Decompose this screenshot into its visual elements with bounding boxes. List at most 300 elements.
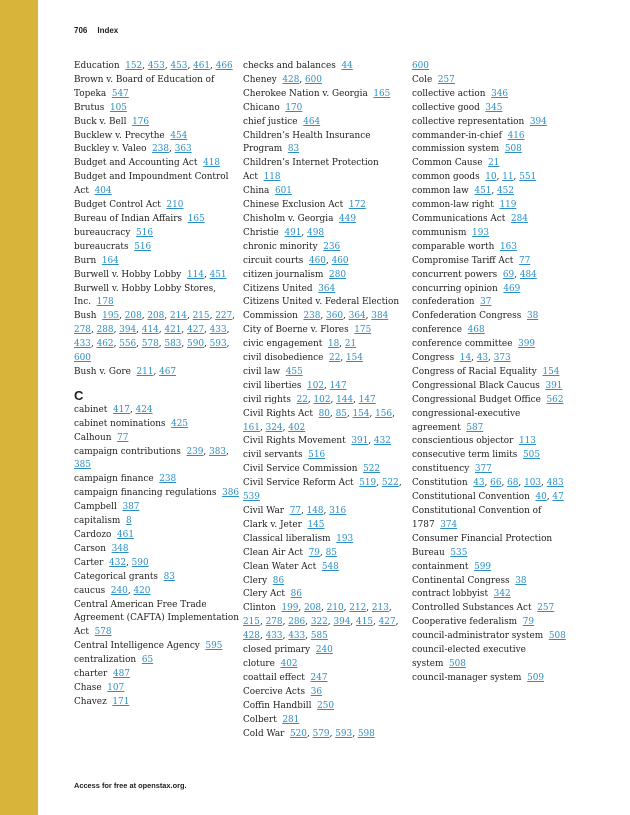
page-link[interactable]: 508 (504, 144, 522, 155)
page-link[interactable]: 65 (141, 655, 154, 666)
index-entry (412, 561, 580, 575)
page-link[interactable]: 360 (326, 311, 344, 322)
page-link[interactable]: 468 (467, 325, 485, 336)
index-term: Clean Air Act (243, 547, 303, 558)
page-link[interactable]: 102 (313, 394, 331, 405)
page-link[interactable]: 10 (485, 172, 497, 183)
index-entry (74, 171, 242, 199)
page-link[interactable]: 77 (117, 432, 129, 443)
index-entry: common goods 10, 11, 551 (412, 172, 537, 183)
page-link[interactable]: 583 (164, 339, 182, 350)
page-link[interactable]: 461 (117, 530, 134, 540)
index-term: Cheney (243, 74, 277, 85)
page-link[interactable]: 144 (336, 394, 354, 405)
page-link[interactable]: 119 (499, 200, 517, 211)
page-link[interactable]: 154 (542, 366, 560, 377)
index-entry (412, 143, 580, 157)
index-term: council-elected executive system (412, 645, 526, 669)
page-link[interactable]: 165 (373, 88, 391, 99)
page-link[interactable]: 240 (315, 645, 333, 656)
page-link[interactable]: 36 (310, 686, 322, 697)
index-term: China (243, 186, 270, 197)
page-link[interactable]: 455 (285, 366, 303, 377)
index-term: chief justice (243, 116, 298, 127)
page-link[interactable]: 562 (546, 394, 564, 405)
index-entry (412, 310, 580, 324)
page-link[interactable]: 374 (440, 519, 458, 530)
index-entry: Civil Service Reform Act 519, 522, 539 (243, 478, 402, 503)
index-entry (74, 640, 242, 654)
index-term: congressional-executive agreement (412, 408, 521, 433)
page-link[interactable]: 417 (112, 404, 130, 415)
index-entry (412, 60, 580, 74)
page-link[interactable]: 208 (147, 311, 165, 322)
page-link[interactable]: 548 (321, 561, 339, 572)
page-link[interactable]: 491 (284, 227, 302, 238)
page-link[interactable]: 257 (437, 74, 455, 85)
index-entry (243, 672, 411, 686)
index-column-1 (74, 60, 242, 710)
index-term: coattail effect (243, 672, 305, 683)
page-link[interactable]: 236 (323, 241, 341, 252)
page-link[interactable]: 175 (354, 325, 372, 336)
page-link[interactable]: 278 (74, 325, 91, 336)
page-link[interactable]: 433 (265, 631, 283, 642)
index-entry (412, 575, 580, 589)
page-link[interactable]: 460 (309, 255, 326, 266)
page-link[interactable]: 516 (308, 450, 326, 461)
page-link[interactable]: 424 (135, 404, 153, 415)
index-entry (74, 529, 242, 543)
page-link[interactable]: 519 (359, 478, 377, 489)
index-entry (243, 88, 411, 102)
page-link[interactable]: 43 (476, 353, 489, 364)
chapter-color-bar (0, 0, 38, 815)
page-link[interactable]: 154 (352, 408, 370, 419)
page-link[interactable]: 193 (472, 227, 489, 238)
index-entry (243, 686, 411, 700)
page-link[interactable]: 118 (263, 172, 281, 183)
page-link[interactable]: 257 (537, 603, 555, 614)
index-term: council-manager system (412, 672, 522, 683)
page-link[interactable]: 44 (341, 61, 353, 71)
page-link[interactable]: 239 (186, 446, 204, 457)
index-entry (74, 116, 242, 130)
index-term: circuit courts (243, 255, 304, 266)
page-link[interactable]: 505 (523, 450, 540, 461)
page-header (74, 26, 118, 35)
page-link[interactable]: 227 (215, 311, 233, 322)
index-entry (412, 255, 580, 269)
page-link[interactable]: 509 (527, 672, 545, 683)
page-link[interactable]: 77 (519, 255, 531, 266)
page-link[interactable]: 208 (124, 311, 142, 322)
index-entry (412, 116, 580, 130)
page-link[interactable]: 428 (282, 74, 300, 85)
index-term: commander-in-chief (412, 130, 502, 141)
index-term: Brown v. Board of Education of Topeka (74, 74, 215, 99)
page-link[interactable]: 590 (187, 339, 204, 350)
page-link[interactable]: 316 (329, 506, 347, 516)
index-term: Carter (74, 557, 104, 568)
page-link[interactable]: 145 (307, 519, 325, 530)
index-term: Citizens United (243, 283, 313, 294)
page-link[interactable]: 83 (163, 571, 175, 582)
index-entry (412, 435, 580, 449)
page-link[interactable]: 176 (132, 116, 150, 127)
index-entry (412, 616, 580, 630)
page-link[interactable]: 208 (304, 603, 322, 614)
index-entry (74, 571, 242, 585)
index-entry (243, 575, 411, 589)
index-term: Bush v. Gore (74, 366, 131, 377)
page-link[interactable]: 578 (141, 339, 159, 350)
page-link[interactable]: 86 (272, 575, 285, 586)
page-link[interactable]: 22 (329, 353, 341, 364)
page-link[interactable]: 156 (375, 408, 393, 419)
index-term: citizen journalism (243, 269, 324, 280)
page-link[interactable]: 212 (349, 603, 367, 614)
page-link[interactable]: 520 (290, 728, 307, 739)
page-link[interactable]: 8 (125, 516, 132, 527)
page-link[interactable]: 384 (371, 311, 389, 322)
page-link[interactable]: 416 (507, 130, 525, 141)
index-term: Coercive Acts (243, 686, 306, 697)
page-link[interactable]: 178 (96, 297, 114, 308)
page-link[interactable]: 433 (288, 631, 306, 642)
page-link[interactable]: 154 (346, 353, 363, 364)
page-link[interactable]: 394 (119, 325, 137, 336)
page-link[interactable]: 464 (303, 116, 321, 127)
page-link[interactable]: 80 (318, 408, 330, 419)
page-link[interactable]: 556 (119, 339, 137, 350)
page-link[interactable]: 66 (490, 478, 502, 489)
index-term: Chavez (74, 696, 107, 707)
page-link[interactable]: 195 (102, 311, 120, 322)
page-link[interactable]: 278 (265, 617, 283, 628)
index-term: Clinton (243, 603, 276, 614)
page-link[interactable]: 364 (318, 283, 336, 294)
page-link[interactable]: 147 (329, 380, 347, 391)
page-link[interactable]: 345 (485, 102, 503, 113)
page-link[interactable]: 171 (112, 696, 130, 707)
page-link[interactable]: 454 (170, 130, 188, 141)
page-link[interactable]: 421 (164, 325, 182, 336)
page-link[interactable]: 452 (497, 186, 514, 197)
page-link[interactable]: 161 (243, 422, 260, 433)
index-term: Consumer Financial Protection Bureau (412, 533, 553, 558)
page-link[interactable]: 107 (107, 682, 125, 693)
index-entry (243, 714, 411, 728)
page-link[interactable]: 165 (187, 213, 205, 224)
page-link[interactable]: 483 (546, 478, 564, 489)
page-link[interactable]: 449 (339, 213, 356, 224)
page-link[interactable]: 418 (203, 158, 221, 169)
page-link[interactable]: 453 (147, 61, 165, 71)
page-link[interactable]: 600 (74, 353, 91, 364)
index-term: centralization (74, 655, 137, 666)
page-link[interactable]: 215 (192, 311, 210, 322)
page-link[interactable]: 466 (215, 61, 233, 71)
page-link[interactable]: 210 (326, 603, 344, 614)
page-link[interactable]: 402 (288, 422, 306, 433)
index-term: Bush (74, 311, 97, 322)
page-link[interactable]: 394 (529, 116, 547, 127)
page-link[interactable]: 14 (459, 353, 472, 364)
page-link[interactable]: 18 (327, 339, 340, 350)
page-link[interactable]: 599 (474, 561, 492, 572)
index-term: collective good (412, 102, 480, 113)
page-link[interactable]: 598 (357, 728, 375, 739)
index-term: Bureau of Indian Affairs (74, 213, 183, 224)
page-link[interactable]: 85 (325, 547, 337, 558)
page-link[interactable]: 428 (243, 631, 260, 642)
page-link[interactable]: 163 (499, 241, 517, 252)
index-term: charter (74, 669, 108, 680)
index-entry (243, 700, 411, 714)
page-link[interactable]: 105 (109, 102, 127, 113)
page-link[interactable]: 386 (222, 488, 240, 499)
page-link[interactable]: 77 (289, 506, 301, 516)
index-term: Common Cause (412, 158, 483, 169)
page-link[interactable]: 210 (166, 200, 184, 211)
index-entry (412, 88, 580, 102)
page-link[interactable]: 508 (449, 658, 466, 669)
index-term: Burwell v. Hobby Lobby Stores, Inc. (74, 283, 217, 308)
page-link[interactable]: 391 (545, 380, 563, 391)
page-link[interactable]: 391 (351, 436, 369, 447)
index-entry (412, 630, 580, 644)
page-link[interactable]: 250 (317, 700, 335, 711)
page-link[interactable]: 348 (111, 543, 129, 554)
page-link[interactable]: 103 (524, 478, 542, 489)
index-term: civil law (243, 366, 281, 377)
index-term: contract lobbyist (412, 589, 489, 600)
index-term: Colbert (243, 714, 277, 725)
page-link[interactable]: 213 (371, 603, 389, 614)
index-term: Constitution (412, 478, 468, 489)
index-entry (74, 227, 242, 241)
page-link[interactable]: 601 (275, 186, 292, 197)
page-link[interactable]: 286 (288, 617, 306, 628)
page-link[interactable]: 453 (170, 61, 188, 71)
page-link[interactable]: 69 (502, 269, 515, 280)
page-link[interactable]: 113 (519, 436, 536, 447)
index-term: concurrent powers (412, 269, 498, 280)
page-link[interactable]: 539 (243, 492, 260, 503)
index-entry (74, 501, 242, 515)
index-entry (412, 394, 580, 408)
page-link[interactable]: 427 (187, 325, 204, 336)
page-link[interactable]: 394 (333, 617, 351, 628)
page-link[interactable]: 451 (209, 269, 227, 280)
page-link[interactable]: 238 (159, 474, 177, 485)
index-term: Buckley v. Valeo (74, 144, 147, 155)
index-entry (243, 533, 411, 547)
page-link[interactable]: 387 (122, 502, 140, 513)
page-link[interactable]: 363 (174, 144, 192, 155)
page-link[interactable]: 420 (133, 585, 151, 596)
page-link[interactable]: 83 (287, 144, 300, 155)
page-link[interactable]: 172 (348, 200, 366, 211)
page-link[interactable]: 484 (519, 269, 537, 280)
index-entry (74, 696, 242, 710)
page-link[interactable]: 281 (282, 714, 300, 725)
index-term: Confederation Congress (412, 311, 522, 322)
index-term: Civil Rights Movement (243, 436, 346, 447)
page-link[interactable]: 432 (373, 436, 391, 447)
page-link[interactable]: 322 (310, 617, 328, 628)
page-link[interactable]: 238 (152, 144, 170, 155)
index-term: Children’s Health Insurance Program (243, 130, 371, 155)
index-term: comparable worth (412, 241, 495, 252)
page-link[interactable]: 460 (331, 255, 349, 266)
page-link[interactable]: 427 (378, 617, 396, 628)
page-link[interactable]: 22 (296, 394, 308, 405)
index-entry (243, 588, 411, 602)
page-link[interactable]: 373 (493, 353, 511, 364)
index-entry (412, 463, 580, 477)
page-link[interactable]: 170 (285, 102, 303, 113)
page-link[interactable]: 148 (306, 506, 324, 516)
page-link[interactable]: 404 (94, 186, 112, 197)
index-entry (243, 463, 411, 477)
page-link[interactable]: 288 (96, 325, 114, 336)
page-link[interactable]: 590 (131, 557, 149, 568)
index-term: Cold War (243, 728, 285, 739)
page-link[interactable]: 199 (281, 603, 299, 614)
page-link[interactable]: 40 (535, 492, 547, 503)
index-term: checks and balances (243, 61, 336, 71)
page-link[interactable]: 425 (171, 418, 189, 429)
page-link[interactable]: 522 (381, 478, 399, 489)
page-link[interactable]: 432 (109, 557, 126, 568)
page-link[interactable]: 467 (159, 366, 177, 377)
page-link[interactable]: 79 (308, 547, 320, 558)
index-entry (74, 199, 242, 213)
page-link[interactable]: 383 (209, 446, 227, 457)
page-link[interactable]: 47 (552, 492, 564, 503)
page-link[interactable]: 579 (312, 728, 330, 739)
page-link[interactable]: 238 (303, 311, 321, 322)
index-entry: civic engagement 18, 21 (243, 339, 357, 350)
index-term: Clean Water Act (243, 561, 317, 572)
page-link[interactable]: 451 (474, 186, 492, 197)
page-link[interactable]: 593 (209, 339, 227, 350)
page-link[interactable]: 21 (344, 339, 357, 350)
index-entry (243, 324, 411, 338)
page-link[interactable]: 114 (186, 269, 204, 280)
index-term: containment (412, 561, 469, 572)
page-link[interactable]: 535 (450, 547, 468, 558)
page-link[interactable]: 147 (358, 394, 376, 405)
index-term: Campbell (74, 502, 117, 513)
page-link[interactable]: 86 (290, 589, 302, 600)
page-link[interactable]: 193 (336, 533, 354, 544)
page-link[interactable]: 324 (265, 422, 283, 433)
page-link[interactable]: 385 (74, 460, 91, 471)
index-entry (74, 432, 242, 446)
page-link[interactable]: 516 (136, 227, 153, 238)
page-link[interactable]: 578 (94, 627, 112, 638)
page-link[interactable]: 85 (335, 408, 347, 419)
index-entry (243, 269, 411, 283)
page-link[interactable]: 461 (193, 61, 211, 71)
index-term: Burwell v. Hobby Lobby (74, 269, 182, 280)
page-link[interactable]: 522 (363, 464, 381, 475)
page-link[interactable]: 377 (474, 464, 492, 475)
page-link[interactable]: 469 (503, 283, 521, 294)
page-link[interactable]: 38 (526, 311, 539, 322)
page-link[interactable]: 37 (480, 297, 492, 308)
page-link[interactable]: 516 (134, 241, 152, 252)
page-link[interactable]: 433 (209, 325, 227, 336)
page-link[interactable]: 595 (205, 641, 223, 652)
page-link[interactable]: 38 (515, 575, 527, 586)
index-entry (412, 602, 580, 616)
page-link[interactable]: 414 (141, 325, 159, 336)
page-link[interactable]: 498 (307, 227, 325, 238)
page-link[interactable]: 402 (280, 658, 298, 669)
page-link[interactable]: 346 (491, 88, 509, 99)
page-link[interactable]: 214 (170, 311, 187, 322)
page-link[interactable]: 551 (519, 172, 537, 183)
page-link[interactable]: 593 (335, 728, 353, 739)
page-link[interactable]: 280 (329, 269, 346, 280)
page-link[interactable]: 164 (101, 255, 119, 266)
page-link[interactable]: 508 (548, 631, 566, 642)
page-link[interactable]: 399 (518, 339, 536, 350)
index-term: Budget and Accounting Act (74, 158, 198, 169)
index-term: Cole (412, 74, 433, 85)
page-link[interactable]: 547 (111, 88, 129, 99)
page-link[interactable]: 415 (356, 617, 373, 628)
page-link[interactable]: 342 (493, 589, 511, 600)
page-link[interactable]: 247 (310, 672, 328, 683)
index-entry: common law 451, 452 (412, 186, 514, 197)
page-link[interactable]: 68 (507, 478, 519, 489)
index-entry (243, 644, 411, 658)
page-link[interactable]: 587 (466, 422, 484, 433)
page-link[interactable]: 11 (502, 172, 514, 183)
page-link[interactable]: 211 (136, 366, 154, 377)
page-link[interactable]: 21 (488, 158, 500, 169)
index-term: civil liberties (243, 380, 302, 391)
index-entry (412, 74, 580, 88)
index-term: Cherokee Nation v. Georgia (243, 88, 368, 99)
index-entry (412, 505, 580, 533)
page-link[interactable]: 433 (74, 339, 91, 350)
index-entry (74, 682, 242, 696)
page-link[interactable]: 284 (510, 213, 528, 224)
index-entry (412, 338, 580, 352)
page-link[interactable]: 43 (473, 478, 485, 489)
page-link[interactable]: 600 (305, 74, 322, 85)
page-link[interactable]: 79 (522, 617, 535, 628)
index-entry: cabinet 417, 424 (74, 404, 153, 415)
page-link[interactable]: 462 (96, 339, 114, 350)
page-link[interactable]: 215 (243, 617, 260, 628)
page-link[interactable]: 585 (310, 631, 328, 642)
page-link[interactable]: 487 (112, 669, 130, 680)
page-link[interactable]: 240 (110, 585, 128, 596)
index-entry (243, 102, 411, 116)
page-link[interactable]: 102 (307, 380, 324, 391)
page-link[interactable]: 364 (348, 311, 366, 322)
page-link[interactable]: 152 (125, 61, 143, 71)
page-link[interactable]: 600 (412, 61, 429, 71)
index-term: Cardozo (74, 530, 112, 540)
